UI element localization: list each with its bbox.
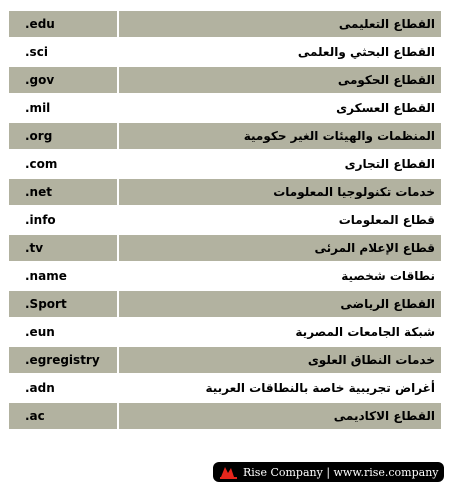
table-row — [9, 235, 441, 261]
domain-cell: .egregistry — [9, 347, 117, 373]
sector-cell: قطاع الإعلام المرئى — [119, 235, 441, 261]
sector-cell: القطاع الحكومى — [119, 67, 441, 93]
sector-cell: القطاع البحثي والعلمى — [119, 39, 441, 65]
table-row — [9, 39, 441, 65]
domain-cell: .org — [9, 123, 117, 149]
table-row — [9, 291, 441, 317]
domain-cell: .com — [9, 151, 117, 177]
footer-banner[interactable] — [213, 462, 444, 482]
table-row — [9, 67, 441, 93]
table-row — [9, 123, 441, 149]
domain-cell: .adn — [9, 375, 117, 401]
domain-cell: .Sport — [9, 291, 117, 317]
sector-cell: شبكة الجامعات المصرية — [119, 319, 441, 345]
table-row — [9, 403, 441, 429]
table-row — [9, 95, 441, 121]
table-row — [9, 11, 441, 37]
domain-cell: .tv — [9, 235, 117, 261]
domain-cell: .sci — [9, 39, 117, 65]
sector-cell: القطاع العسكرى — [119, 95, 441, 121]
table-row — [9, 151, 441, 177]
domain-cell: .name — [9, 263, 117, 289]
domain-cell: .eun — [9, 319, 117, 345]
domain-cell: .info — [9, 207, 117, 233]
sector-cell: أغراض تجريبية خاصة بالنطاقات العربية — [119, 375, 441, 401]
sector-cell: القطاع التجارى — [119, 151, 441, 177]
domain-table — [9, 11, 441, 431]
table-row — [9, 263, 441, 289]
sector-cell: قطاع المعلومات — [119, 207, 441, 233]
sector-cell: نطاقات شخصية — [119, 263, 441, 289]
sector-cell: المنظمات والهيئات الغير حكومية — [119, 123, 441, 149]
domain-cell: .net — [9, 179, 117, 205]
sector-cell: القطاع الرياضى — [119, 291, 441, 317]
table-row — [9, 375, 441, 401]
table-row — [9, 319, 441, 345]
table-row — [9, 179, 441, 205]
sector-cell: القطاع التعليمى — [119, 11, 441, 37]
rise-logo-icon — [219, 464, 239, 480]
domain-cell: .gov — [9, 67, 117, 93]
table-row — [9, 207, 441, 233]
sector-cell: القطاع الاكاديمى — [119, 403, 441, 429]
sector-cell: خدمات تكنولوجيا المعلومات — [119, 179, 441, 205]
domain-cell: .ac — [9, 403, 117, 429]
table-row — [9, 347, 441, 373]
domain-cell: .mil — [9, 95, 117, 121]
sector-cell: خدمات النطاق العلوى — [119, 347, 441, 373]
domain-cell: .edu — [9, 11, 117, 37]
footer-text: Rise Company | www.rise.company — [243, 465, 439, 479]
